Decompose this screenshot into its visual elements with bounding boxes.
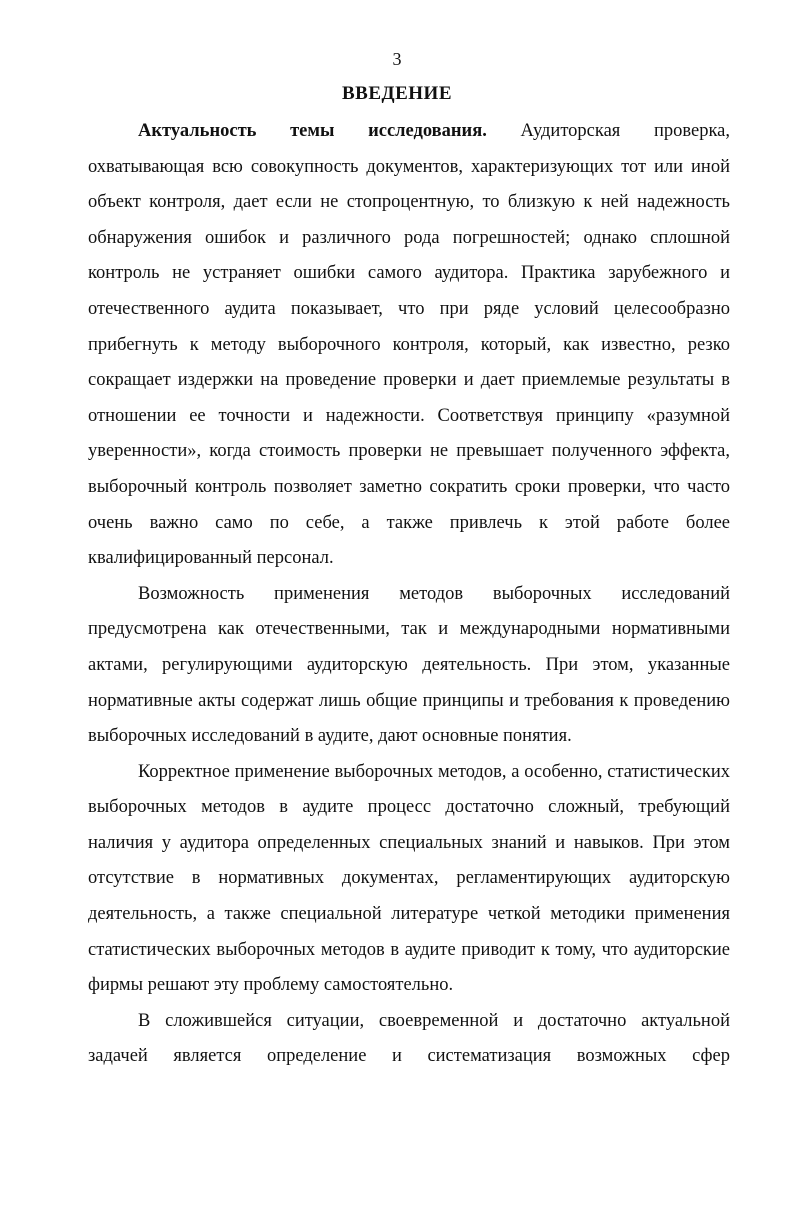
paragraph-possibility: Возможность применения методов выборочных исследований предусмотрена как отечественными, так и международными нормативными актами, регулирующими аудиторскую деятельность. При этом, указанные нормативные акты содержат лишь общие принципы и требования к проведению выборочных исследований в аудите, дают основные понятия. xyxy=(88,583,730,747)
paragraph-correct-application: Корректное применение выборочных методов, а особенно, статистических выборочных методов в аудите процесс достаточно сложный, требующий наличия у аудитора определенных специальных знаний и навыков. При этом отсутствие в нормативных документах, регламентирующих аудиторскую деятельность, а также специальной литературе четкой методики применения статистических выборочных методов в аудите приводит к тому, что аудиторские фирмы решают эту проблему самостоятельно. xyxy=(88,761,730,996)
paragraph-relevance xyxy=(88,114,730,577)
paragraph-situation: В сложившейся ситуации, своевременной и достаточно актуальной задачей является определение и систематизация возможных сфер xyxy=(88,1010,730,1067)
paragraph-lead: Актуальность темы исследования. xyxy=(138,121,487,141)
page-number: 3 xyxy=(392,49,402,69)
body-text xyxy=(88,114,730,1075)
paragraph-text: Аудиторская проверка, охватывающая всю совокупность документов, характеризующих тот или иной объект контроля, дает если не стопроцентную, то близкую к ней надежность обнаружения ошибок и различного рода погрешностей; однако сплошной контроль не устраняет ошибки самого аудитора. Практика зарубежного и отечественного аудита показывает, что при ряде условий целесообразно прибегнуть к методу выборочного контроля, который, как известно, резко сокращает издержки на проведение проверки и дает приемлемые результаты в отношении ее точности и надежности. Соответствуя принципу «разумной уверенности», когда стоимость проверки не превышает полученного эффекта, выборочный контроль позволяет заметно сократить сроки проверки, что часто очень важно само по себе, а также привлечь к этой работе более квалифицированный персонал. xyxy=(88,121,730,569)
section-heading: ВВЕДЕНИЕ xyxy=(342,83,452,104)
